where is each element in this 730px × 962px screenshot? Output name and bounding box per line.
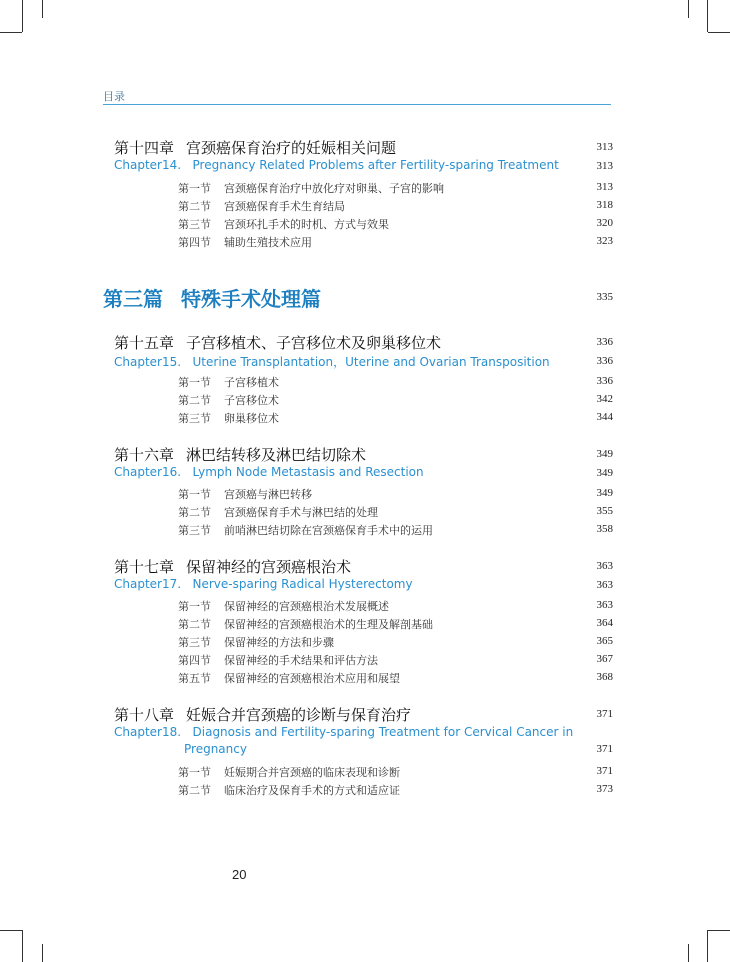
page-number: 313 [596,160,613,172]
section-title: 宫颈癌与淋巴转移 [224,488,312,501]
section-number: 第二节 [178,506,211,519]
section-number: 第三节 [178,218,211,231]
chapter-number-en: Chapter14. [114,158,182,172]
section-title: 宫颈癌保育治疗中放化疗对卵巢、子宫的影响 [224,182,444,195]
section-entry[interactable] [178,782,400,798]
page-number: 336 [596,336,613,348]
section-entry[interactable] [178,504,378,520]
section-entry[interactable] [178,670,400,686]
chapter-title-zh[interactable] [114,332,441,353]
section-title: 宫颈环扎手术的时机、方式与效果 [224,218,389,231]
section-title: 前哨淋巴结切除在宫颈癌保育手术中的运用 [224,524,433,537]
page-number: 342 [596,393,613,405]
page-number: 344 [596,411,613,423]
chapter-name-en: Lymph Node Metastasis and Resection [192,465,424,479]
section-entry[interactable] [178,392,279,408]
section-number: 第二节 [178,394,211,407]
page-folio: 20 [232,867,247,882]
page-number: 371 [596,708,613,720]
section-title: 保留神经的宫颈癌根治术的生理及解剖基础 [224,618,433,631]
section-number: 第二节 [178,200,211,213]
chapter-number: 第十六章 [114,446,175,464]
crop-mark [707,0,708,32]
chapter-name: 子宫移植术、子宫移位术及卵巢移位术 [186,334,442,352]
chapter-name-en: Uterine Transplantation，Uterine and Ovarian Transposition [192,355,550,369]
section-entry[interactable] [178,410,279,426]
page-number: 313 [596,181,613,193]
section-number: 第四节 [178,236,211,249]
section-title: 子宫移位术 [224,394,279,407]
section-entry[interactable] [178,486,312,502]
chapter-number: 第十四章 [114,139,175,157]
chapter-title-en[interactable] [114,158,559,172]
chapter-title-zh[interactable] [114,704,411,725]
chapter-number-en: Chapter15. [114,355,182,369]
chapter-title-en[interactable] [114,353,550,370]
section-number: 第四节 [178,654,211,667]
page-number: 363 [596,560,613,572]
page-number: 349 [596,487,613,499]
page-number: 336 [596,375,613,387]
crop-mark [688,0,689,18]
chapter-name: 保留神经的宫颈癌根治术 [186,558,352,576]
section-number: 第三节 [178,412,211,425]
part-name: 特殊手术处理篇 [181,287,321,311]
chapter-number-en: Chapter17. [114,577,182,591]
section-title: 保留神经的宫颈癌根治术发展概述 [224,600,389,613]
section-entry[interactable] [178,522,433,538]
section-entry[interactable] [178,180,444,196]
section-number: 第三节 [178,636,211,649]
section-title: 保留神经的方法和步骤 [224,636,334,649]
chapter-name: 淋巴结转移及淋巴结切除术 [186,446,367,464]
section-number: 第二节 [178,618,211,631]
page-number: 349 [596,467,613,479]
section-entry[interactable] [178,374,279,390]
section-number: 第一节 [178,376,211,389]
section-title: 保留神经的手术结果和评估方法 [224,654,378,667]
section-title: 辅助生殖技术应用 [224,236,312,249]
section-number: 第一节 [178,488,211,501]
crop-mark [42,944,43,962]
section-entry[interactable] [178,216,389,232]
crop-mark [22,930,23,962]
chapter-name: 宫颈癌保育治疗的妊娠相关问题 [186,139,397,157]
part-title[interactable] [103,283,321,312]
crop-mark [708,32,730,33]
page-number: 336 [596,355,613,367]
chapter-title-en-continued: Pregnancy [184,742,247,756]
page-number: 355 [596,505,613,517]
chapter-title-en[interactable] [114,577,413,591]
page-number: 318 [596,199,613,211]
page-number: 335 [596,291,613,303]
crop-mark [0,930,22,931]
page-number: 365 [596,635,613,647]
running-header: 目录 [103,90,125,103]
section-entry[interactable] [178,616,433,632]
section-entry[interactable] [178,634,334,650]
chapter-number: 第十五章 [114,334,175,352]
page-number: 313 [596,141,613,153]
page-number: 371 [596,743,613,755]
section-title: 临床治疗及保育手术的方式和适应证 [224,784,400,797]
section-title: 子宫移植术 [224,376,279,389]
chapter-name-en: Pregnancy Related Problems after Fertility-sparing Treatment [192,158,559,172]
crop-mark [22,0,23,32]
chapter-title-zh[interactable] [114,444,366,465]
page-number: 367 [596,653,613,665]
part-number: 第三篇 [103,287,163,311]
section-entry[interactable] [178,598,389,614]
section-number: 第三节 [178,524,211,537]
chapter-number: 第十八章 [114,706,175,724]
page-number: 358 [596,523,613,535]
page-number: 363 [596,579,613,591]
chapter-name-en: Diagnosis and Fertility-sparing Treatment for Cervical Cancer in [192,725,574,739]
section-number: 第五节 [178,672,211,685]
chapter-number: 第十七章 [114,558,175,576]
chapter-title-en[interactable] [114,725,573,739]
crop-mark [0,32,22,33]
page-number: 320 [596,217,613,229]
section-entry[interactable] [178,198,345,214]
section-title: 妊娠期合并宫颈癌的临床表现和诊断 [224,766,400,779]
page-number: 364 [596,617,613,629]
chapter-title-zh[interactable] [114,556,351,577]
page-number: 349 [596,448,613,460]
section-number: 第一节 [178,766,211,779]
chapter-name: 妊娠合并宫颈癌的诊断与保育治疗 [186,706,412,724]
crop-mark [707,930,708,962]
chapter-title-en[interactable] [114,465,424,479]
section-title: 宫颈癌保育手术与淋巴结的处理 [224,506,378,519]
page-number: 373 [596,783,613,795]
section-number: 第一节 [178,600,211,613]
page-number: 323 [596,235,613,247]
section-title: 卵巢移位术 [224,412,279,425]
section-number: 第二节 [178,784,211,797]
section-entry[interactable] [178,764,400,780]
section-title: 宫颈癌保育手术生育结局 [224,200,345,213]
page-number: 363 [596,599,613,611]
header-rule [103,104,611,105]
section-entry[interactable] [178,652,378,668]
chapter-name-en: Nerve-sparing Radical Hysterectomy [192,577,413,591]
page-number: 368 [596,671,613,683]
chapter-title-zh[interactable] [114,137,396,158]
chapter-number-en: Chapter18. [114,725,182,739]
section-title: 保留神经的宫颈癌根治术应用和展望 [224,672,400,685]
page-number: 371 [596,765,613,777]
section-entry[interactable] [178,234,312,250]
crop-mark [42,0,43,18]
crop-mark [708,930,730,931]
section-number: 第一节 [178,182,211,195]
crop-mark [688,944,689,962]
chapter-number-en: Chapter16. [114,465,182,479]
